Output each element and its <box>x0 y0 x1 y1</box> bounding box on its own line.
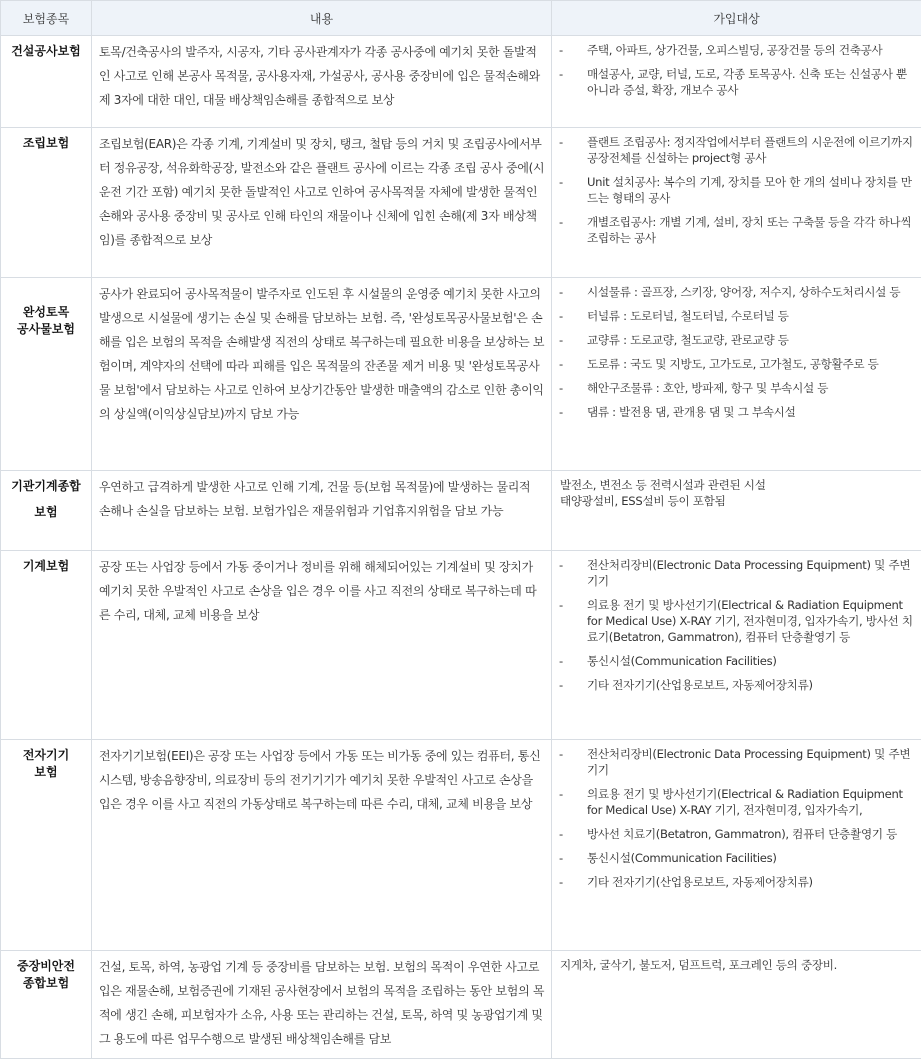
table-row-heavy-equipment <box>1 951 921 1059</box>
target-cell <box>552 471 921 551</box>
target-cell <box>552 128 921 278</box>
content-cell: 토목/건축공사의 발주자, 시공자, 기타 공사관계자가 각종 공사중에 예기치 못한 돌발적인 사고로 인해 본공사 목적물, 공사용자재, 가설공사, 공사용 중장비에 입은 물적손해와 제 3자에 대한 대인, 대물 배상책임손해를 종합적으로 보상 <box>92 36 552 128</box>
target-item: - 기타 전자기기(산업용로보트, 자동제어장치류) <box>559 875 813 889</box>
table-row-completed-civil <box>1 278 921 471</box>
target-item: - 도로류 : 국도 및 지방도, 고가도로, 고가철도, 공항활주로 등 <box>559 357 879 371</box>
table-row-erection <box>1 128 921 278</box>
target-cell <box>552 740 921 951</box>
header-type: 보험종목 <box>1 1 92 36</box>
target-item: - 해안구조물류 : 호안, 방파제, 항구 및 부속시설 등 <box>559 381 829 395</box>
type-cell: 전자기기 보험 <box>1 740 92 951</box>
table-row-electronic <box>1 740 921 951</box>
header-content: 내용 <box>92 1 552 36</box>
target-item: - 댐류 : 발전용 댐, 관개용 댐 및 그 부속시설 <box>559 405 796 419</box>
target-item: - 통신시설(Communication Facilities) <box>559 654 777 668</box>
target-item: - 매설공사, 교량, 터널, 도로, 각종 토목공사. 신축 또는 신설공사 뿐 아니라 증설, 확장, 개보수 공사 <box>559 67 907 97</box>
content-cell: 건설, 토목, 하역, 농광업 기계 등 중장비를 담보하는 보험. 보험의 목적이 우연한 사고로 입은 재물손해, 보험증권에 기재된 공사현장에서 보험의 목적을 조립하는 동안 보험의 목적에 생긴 손해, 피보험자가 소유, 사용 또는 관리하는 건설, 토목, 하역 및 농광업기계 및 그 용도에 따른 업무수행으로 발생된 배상책임손해를 담보 <box>92 951 552 1059</box>
content-cell: 공장 또는 사업장 등에서 가동 중이거나 정비를 위해 해체되어있는 기계설비 및 장치가 예기치 못한 우발적인 사고로 손상을 입은 경우 이를 사고 직전의 상태로 복구하는데 따른 수리, 대체, 교체 비용을 보상 <box>92 551 552 740</box>
target-cell <box>552 951 921 1059</box>
content-cell: 우연하고 급격하게 발생한 사고로 인해 기계, 건물 등(보험 목적물)에 발생하는 물리적 손해나 손실을 담보하는 보험. 보험가입은 재물위험과 기업휴지위험을 담보 가능 <box>92 471 552 551</box>
target-item: - 의료용 전기 및 방사선기기(Electrical & Radiation Equipment for Medical Use) X-RAY 기기, 전자현미경, 입자가속기, <box>559 787 903 817</box>
type-cell: 기계보험 <box>1 551 92 740</box>
target-cell <box>552 36 921 128</box>
type-cell: 중장비안전 종합보험 <box>1 951 92 1059</box>
target-cell <box>552 278 921 471</box>
target-text: 발전소, 변전소 등 전력시설과 관련된 시설 <box>560 478 766 492</box>
target-item: - 시설물류 : 골프장, 스키장, 양어장, 저수지, 상하수도처리시설 등 <box>559 285 901 299</box>
content-cell: 공사가 완료되어 공사목적물이 발주자로 인도된 후 시설물의 운영중 예기치 못한 사고의 발생으로 시설물에 생기는 손실 및 손해를 담보하는 보험. 즉, '완성토목공사물보험'은 손해를 입은 보험의 목적을 손해발생 직전의 상태로 복구하는데 필요한 비용을 보상하는 보험이며, 계약자의 선택에 따라 피해를 입은 목적물의 잔존물 제거 비용 및 '완성토목공사물 보험'에서 담보하는 사고로 인하여 보상기간동안 발생한 매출액의 감소로 인한 총이익의 상실액(이익상실담보)까지 담보 가능 <box>92 278 552 471</box>
content-cell: 조립보험(EAR)은 각종 기계, 기계설비 및 장치, 탱크, 철탑 등의 거치 및 조립공사에서부터 정유공장, 석유화학공장, 발전소와 같은 플랜트 공사에 이르는 각종 조립 공사 중에(시운전 기간 포함) 예기치 못한 돌발적인 사고로 인하여 공사목적물 자체에 발생한 물적인 손해와 공사용 중장비 및 공사로 인해 타인의 재물이나 신체에 입힌 손해(제 3자 배상책임)를 종합적으로 보상 <box>92 128 552 278</box>
target-item: - 통신시설(Communication Facilities) <box>559 851 777 865</box>
type-cell: 조립보험 <box>1 128 92 278</box>
table-row-construction <box>1 36 921 128</box>
table-header-row <box>1 1 921 36</box>
target-item: - 방사선 치료기(Betatron, Gammatron), 컴퓨터 단층촬영기 등 <box>559 827 898 841</box>
target-text: 태양광설비, ESS설비 등이 포함됨 <box>560 494 726 508</box>
target-item: - 터널류 : 도로터널, 철도터널, 수로터널 등 <box>559 309 789 323</box>
header-target: 가입대상 <box>552 1 921 36</box>
type-cell: 기관기계종합 보험 <box>1 471 92 551</box>
target-item: - 교량류 : 도로교량, 철도교량, 관로교량 등 <box>559 333 789 347</box>
table-row-machinery <box>1 551 921 740</box>
target-item: - 전산처리장비(Electronic Data Processing Equipment) 및 주변기기 <box>559 558 911 588</box>
content-cell: 전자기기보험(EEI)은 공장 또는 사업장 등에서 가동 또는 비가동 중에 있는 컴퓨터, 통신시스템, 방송음향장비, 의료장비 등의 전기기기가 예기치 못한 우발적인 사고로 손상을 입은 경우 이를 사고 직전의 가동상태로 복구하는데 따른 수리, 대체, 교체 비용을 보상 <box>92 740 552 951</box>
target-item: - 기타 전자기기(산업용로보트, 자동제어장치류) <box>559 678 813 692</box>
target-item: - 전산처리장비(Electronic Data Processing Equipment) 및 주변기기 <box>559 747 911 777</box>
target-cell <box>552 551 921 740</box>
target-item: - 의료용 전기 및 방사선기기(Electrical & Radiation Equipment for Medical Use) X-RAY 기기, 전자현미경, 입자가속기, 방사선 치료기(Betatron, Gammatron), 컴퓨터 단층촬영기 등 <box>559 598 913 644</box>
target-item: - Unit 설치공사: 복수의 기계, 장치를 모아 한 개의 설비나 장치를 만드는 형태의 공사 <box>559 175 912 205</box>
target-item: - 개별조립공사: 개별 기계, 설비, 장치 또는 구축물 등을 각각 하나씩 조립하는 공사 <box>559 215 912 245</box>
type-cell: 건설공사보험 <box>1 36 92 128</box>
target-text: 지게차, 굴삭기, 불도저, 덤프트럭, 포크레인 등의 중장비. <box>560 958 838 972</box>
target-item: - 주택, 아파트, 상가건물, 오피스빌딩, 공장건물 등의 건축공사 <box>559 43 883 57</box>
table-row-machinery-combined <box>1 471 921 551</box>
type-cell: 완성토목 공사물보험 <box>1 278 92 471</box>
target-item: - 플랜트 조립공사: 정지작업에서부터 플랜트의 시운전에 이르기까지 공장전체를 신설하는 project형 공사 <box>559 135 913 165</box>
